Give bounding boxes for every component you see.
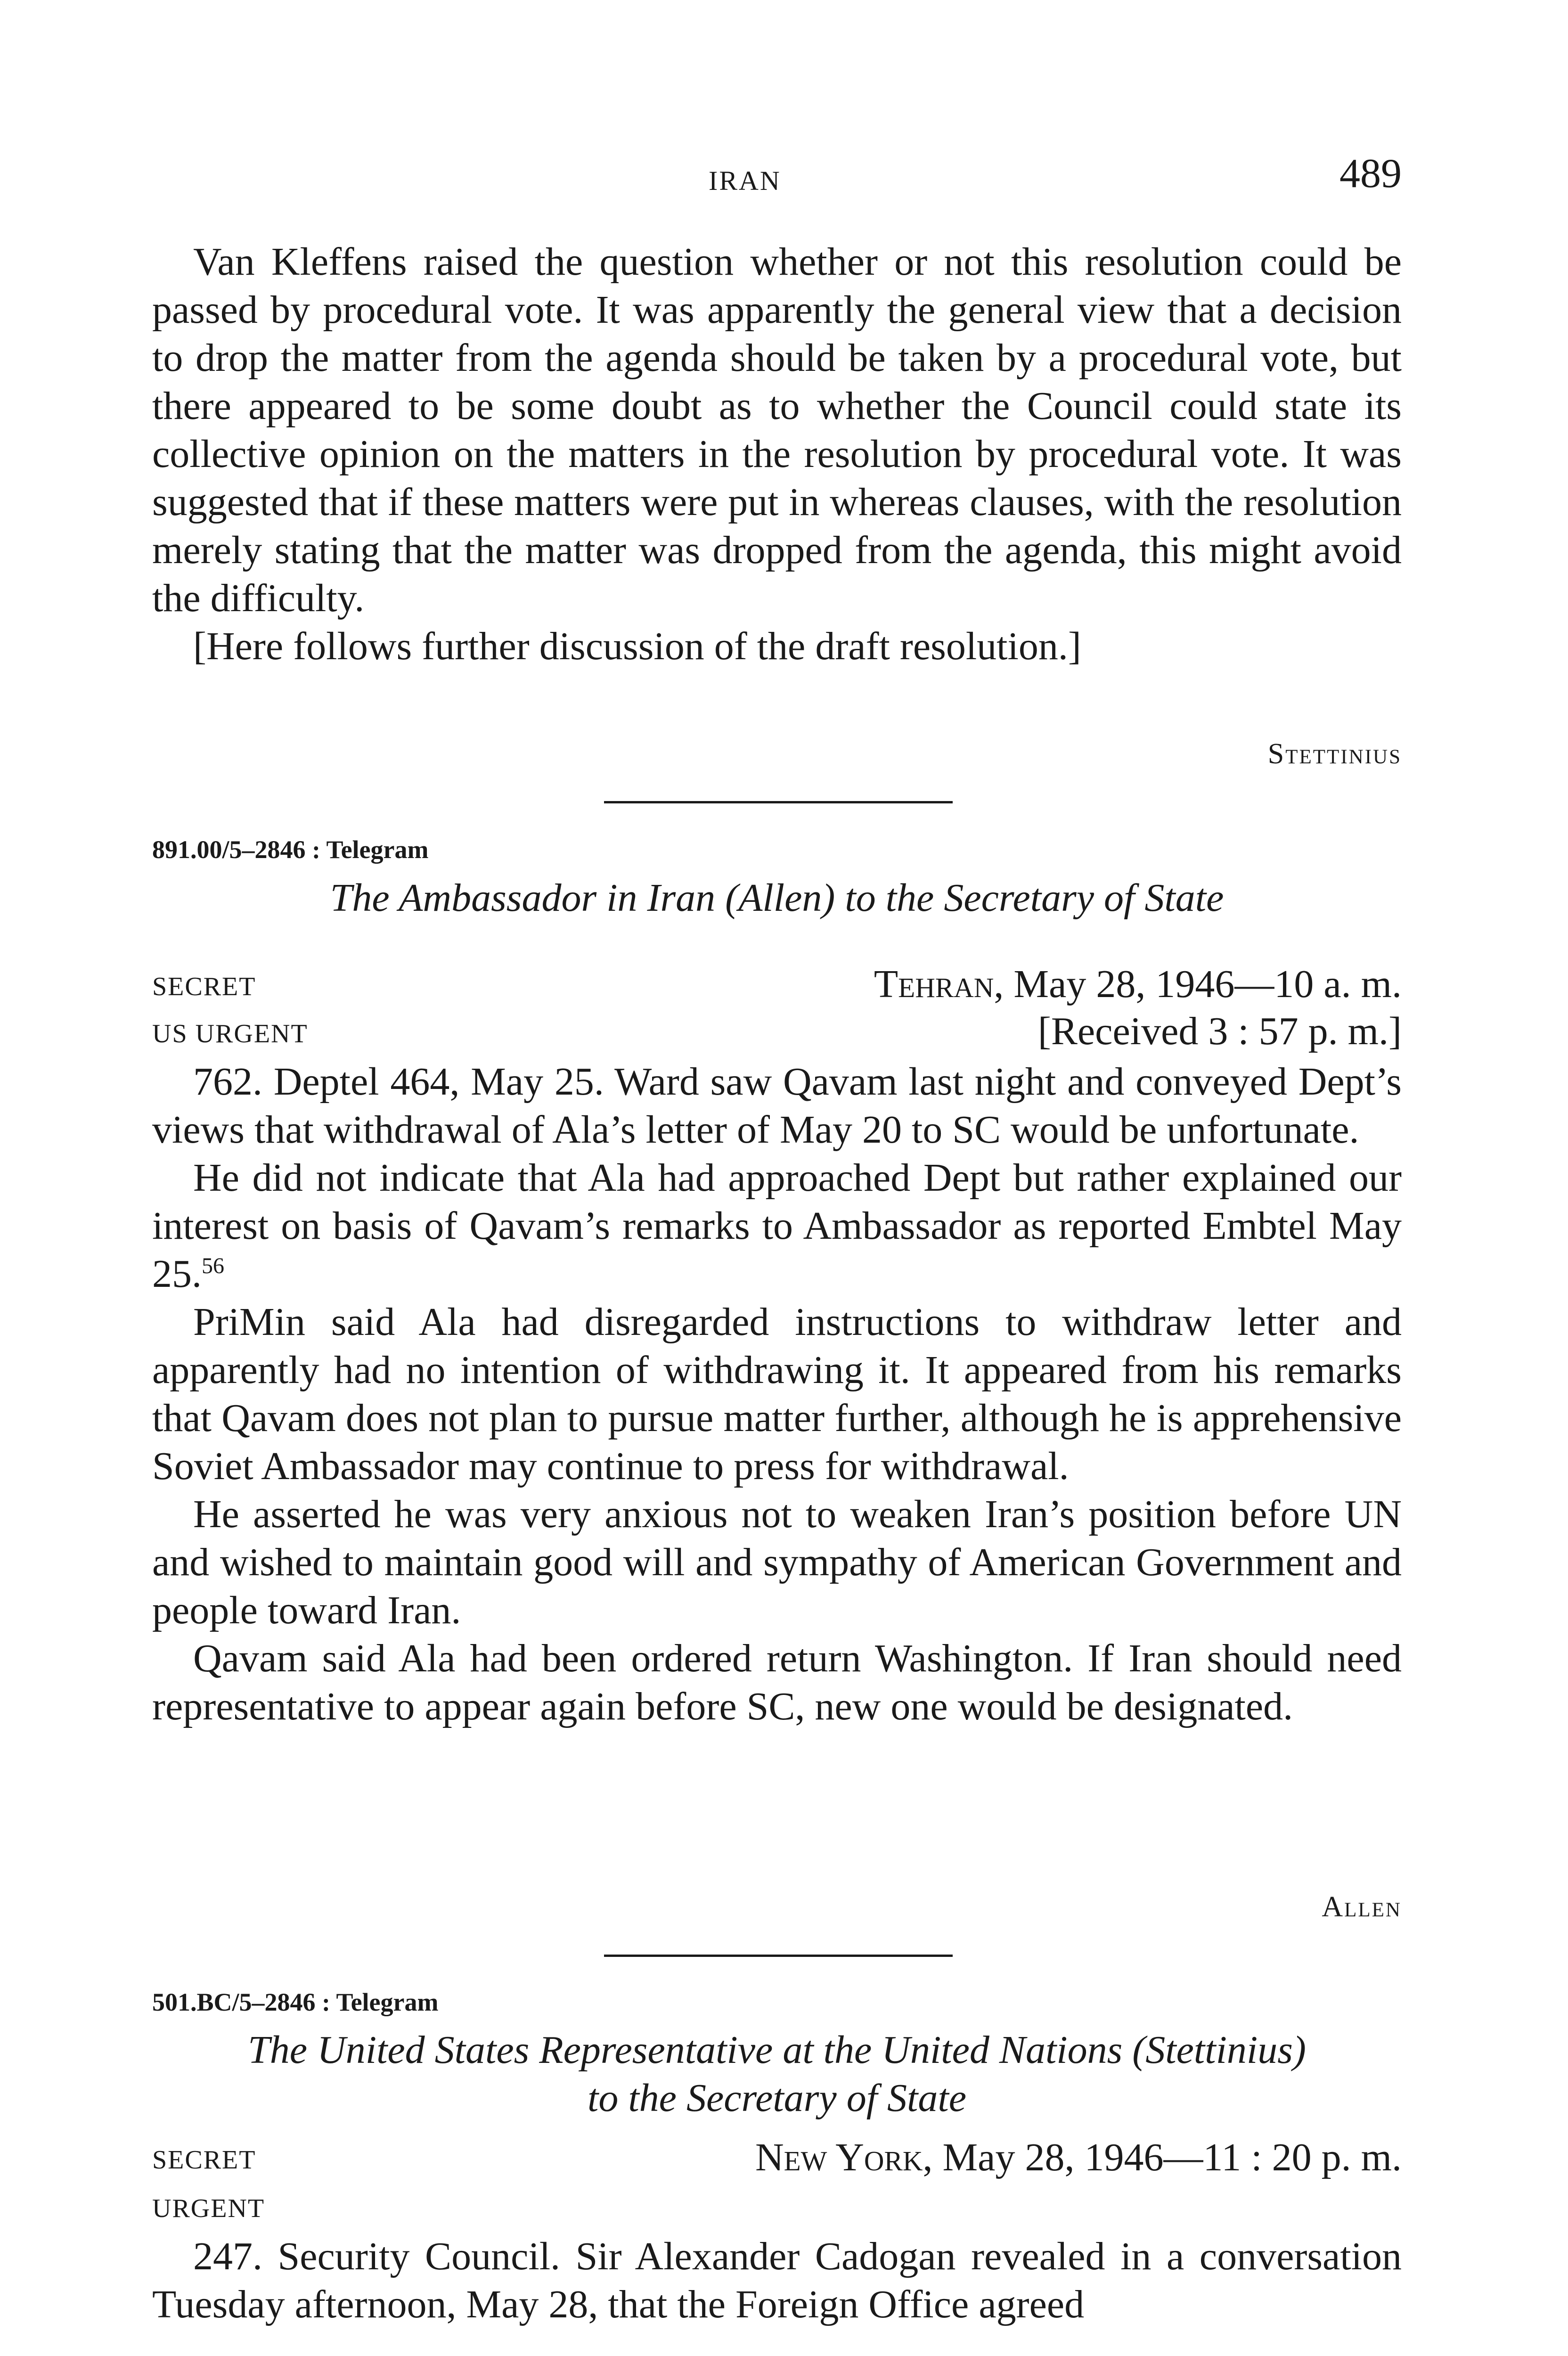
footnote-reference: 56: [202, 1253, 224, 1278]
dateline: [755, 2135, 1402, 2180]
paragraph: Qavam said Ala had been ordered return Washington. If Iran should need representative to appear again before SC, new one would be designated.: [152, 1636, 1402, 1728]
priority: US URGENT: [152, 1019, 308, 1048]
paragraph-text: He did not indicate that Ala had approached Dept but rather explained our interest on basis of Qavam’s remarks to Ambassador as reported Embtel May 25.: [152, 1156, 1402, 1296]
file-reference: 891.00/5–2846 : Telegram: [152, 835, 429, 864]
document-title: The Ambassador in Iran (Allen) to the Secretary of State: [330, 876, 1224, 920]
signature-stettinius: Stettinius: [1267, 738, 1402, 770]
dateline-place: New York: [755, 2135, 923, 2179]
paragraph: Van Kleffens raised the question whether or not this resolution could be passed by procedural vote. It was apparently the general view that a decision to drop the matter from the agenda should be taken by a procedural vote, but there appeared to be some doubt as to whether the Council could state its collective opinion on the matters in the resolution by procedural vote. It was suggested that if these matters were put in whereas clauses, with the resolution merely stating that the matter was dropped from the agenda, this might avoid the difficulty.: [152, 240, 1402, 620]
telegram-body: [152, 1058, 1402, 1731]
paragraph: [152, 1154, 1402, 1298]
signature-allen: Allen: [1322, 1891, 1402, 1923]
document-title-line: to the Secretary of State: [588, 2076, 966, 2120]
paragraph: He asserted he was very anxious not to weaken Iran’s position before UN and wished to maintain good will and sympathy of American Government and people toward Iran.: [152, 1492, 1402, 1632]
received-time: [Received 3 : 57 p. m.]: [1037, 1009, 1402, 1053]
running-header-title: IRAN: [709, 165, 781, 196]
page-number: 489: [1339, 151, 1402, 196]
dateline-date: , May 28, 1946—10 a. m.: [994, 962, 1402, 1006]
document-title: [152, 2026, 1402, 2122]
dateline: [874, 961, 1402, 1007]
section-divider: [604, 1955, 953, 1957]
telegram-body: [152, 2233, 1402, 2329]
section-divider: [604, 801, 953, 803]
continuation-text: [152, 238, 1402, 671]
dateline-place: Tehran: [874, 962, 994, 1006]
paragraph: PriMin said Ala had disregarded instructions to withdraw letter and apparently had no intention of withdrawing it. It appeared from his remarks that Qavam does not plan to pursue matter further, although he is apprehensive Soviet Ambassador may continue to press for withdrawal.: [152, 1300, 1402, 1488]
priority: URGENT: [152, 2194, 265, 2223]
classification: SECRET: [152, 2145, 256, 2175]
document-title-line: The United States Representative at the United Nations (Stettinius): [248, 2028, 1306, 2072]
file-reference: 501.BC/5–2846 : Telegram: [152, 1988, 439, 2016]
paragraph: 762. Deptel 464, May 25. Ward saw Qavam last night and conveyed Dept’s views that withdrawal of Ala’s letter of May 20 to SC would be unfortunate.: [152, 1060, 1402, 1152]
dateline-date: , May 28, 1946—11 : 20 p. m.: [923, 2135, 1402, 2179]
paragraph: 247. Security Council. Sir Alexander Cadogan revealed in a conversation Tuesday afternoon, May 28, that the Foreign Office agreed: [152, 2234, 1402, 2326]
editorial-note: [Here follows further discussion of the draft resolution.]: [193, 624, 1081, 668]
classification: SECRET: [152, 972, 256, 1001]
